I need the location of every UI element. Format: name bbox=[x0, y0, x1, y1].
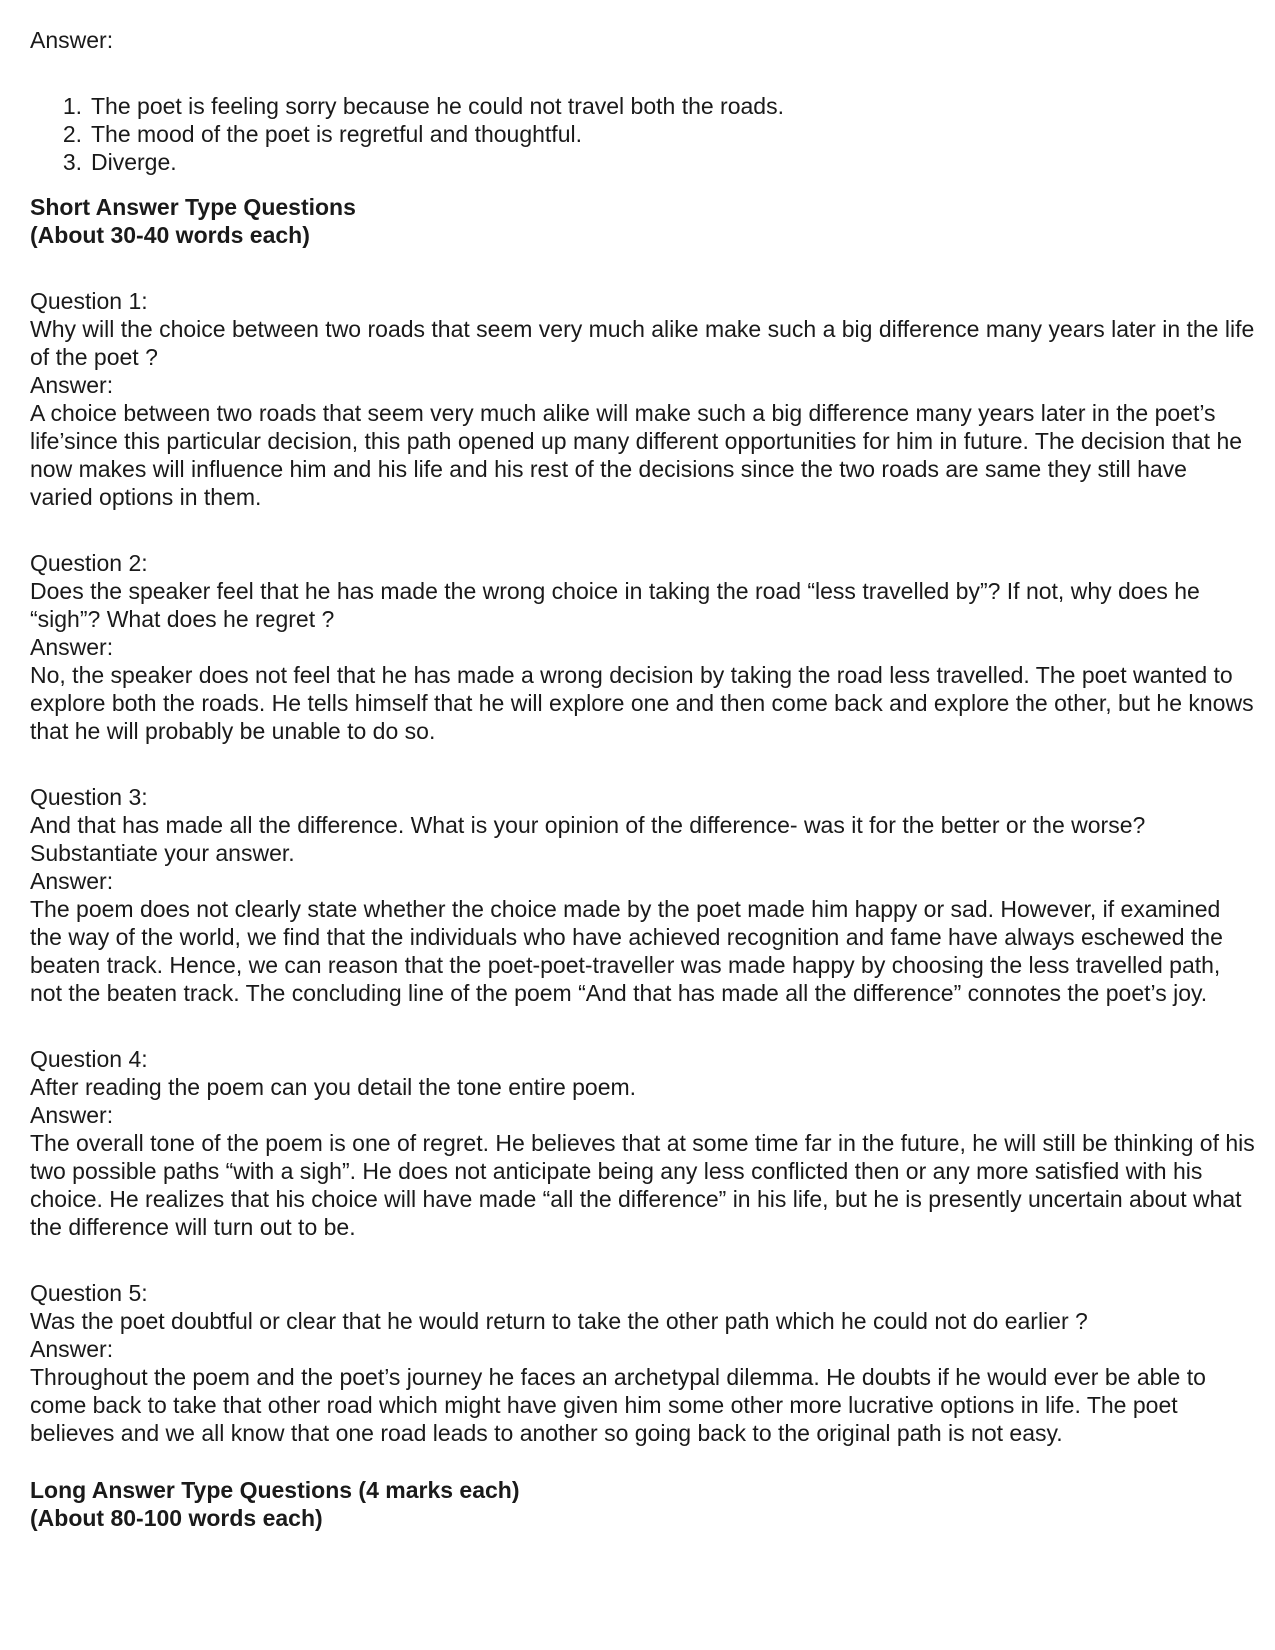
question-block bbox=[30, 1045, 1255, 1241]
list-item bbox=[30, 120, 1255, 148]
question-text: Does the speaker feel that he has made the wrong choice in taking the road “less travelled by”? If not, why does he “sigh”? What does he regret ? bbox=[30, 578, 1200, 632]
answer-text: No, the speaker does not feel that he has made a wrong decision by taking the road less travelled. The poet wanted to explore both the roads. He tells himself that he will explore one and then come back and explore the other, but he knows that he will probably be unable to do so. bbox=[30, 662, 1254, 744]
answer-text: A choice between two roads that seem very much alike will make such a big difference many years later in the poet’s life’since this particular decision, this path opened up many different opportunities for him in future. The decision that he now makes will influence him and his life and his rest of the decisions since the two roads are same they still have varied options in them. bbox=[30, 400, 1243, 510]
list-number: 2. bbox=[62, 121, 82, 147]
list-item bbox=[30, 148, 1255, 176]
list-text: The poet is feeling sorry because he could not travel both the roads. bbox=[91, 93, 784, 119]
list-text: Diverge. bbox=[91, 149, 177, 175]
answer-label: Answer: bbox=[30, 634, 114, 660]
answer-label: Answer: bbox=[30, 372, 114, 398]
question-text: Why will the choice between two roads that seem very much alike make such a big difference many years later in the life of the poet ? bbox=[30, 316, 1255, 370]
question-block bbox=[30, 783, 1255, 1007]
list-text: The mood of the poet is regretful and thoughtful. bbox=[91, 121, 582, 147]
answer-text: Throughout the poem and the poet’s journey he faces an archetypal dilemma. He doubts if he would ever be able to come back to take that other road which might have given him some other more lucrative options in life. The poet believes and we all know that one road leads to another so going back to the original path is not easy. bbox=[30, 1364, 1206, 1446]
list-number: 3. bbox=[62, 149, 82, 175]
question-label: Question 1: bbox=[30, 288, 148, 314]
answer-label: Answer: bbox=[30, 27, 114, 53]
answer-list bbox=[30, 92, 1255, 176]
question-text: After reading the poem can you detail the tone entire poem. bbox=[30, 1074, 637, 1100]
question-block bbox=[30, 287, 1255, 511]
question-text: And that has made all the difference. What is your opinion of the difference- was it for the better or the worse? Substantiate your answer. bbox=[30, 812, 1146, 866]
list-item bbox=[30, 92, 1255, 120]
section-heading: Short Answer Type Questions bbox=[30, 194, 356, 220]
question-label: Question 5: bbox=[30, 1280, 148, 1306]
answer-label: Answer: bbox=[30, 868, 114, 894]
answer-text: The overall tone of the poem is one of regret. He believes that at some time far in the future, he will still be thinking of his two possible paths “with a sigh”. He does not anticipate being any less conflicted then or any more satisfied with his choice. He realizes that his choice will have made “all the difference” in his life, but he is presently uncertain about what the difference will turn out to be. bbox=[30, 1130, 1255, 1240]
list-number: 1. bbox=[62, 93, 82, 119]
question-text: Was the poet doubtful or clear that he would return to take the other path which he could not do earlier ? bbox=[30, 1308, 1088, 1334]
section-subheading: (About 30-40 words each) bbox=[30, 222, 310, 248]
question-label: Question 2: bbox=[30, 550, 148, 576]
question-block bbox=[30, 549, 1255, 745]
question-block bbox=[30, 1279, 1255, 1447]
answer-label: Answer: bbox=[30, 1336, 114, 1362]
question-label: Question 3: bbox=[30, 784, 148, 810]
document-page bbox=[30, 26, 1255, 1532]
answer-label: Answer: bbox=[30, 1102, 114, 1128]
answer-text: The poem does not clearly state whether the choice made by the poet made him happy or sad. However, if examined the way of the world, we find that the individuals who have achieved recognition and fame have always eschewed the beaten track. Hence, we can reason that the poet-poet-traveller was made happy by choosing the less travelled path, not the beaten track. The concluding line of the poem “And that has made all the difference” connotes the poet’s joy. bbox=[30, 896, 1223, 1006]
section-subheading: (About 80-100 words each) bbox=[30, 1505, 323, 1531]
question-label: Question 4: bbox=[30, 1046, 148, 1072]
section-heading: Long Answer Type Questions (4 marks each) bbox=[30, 1477, 520, 1503]
